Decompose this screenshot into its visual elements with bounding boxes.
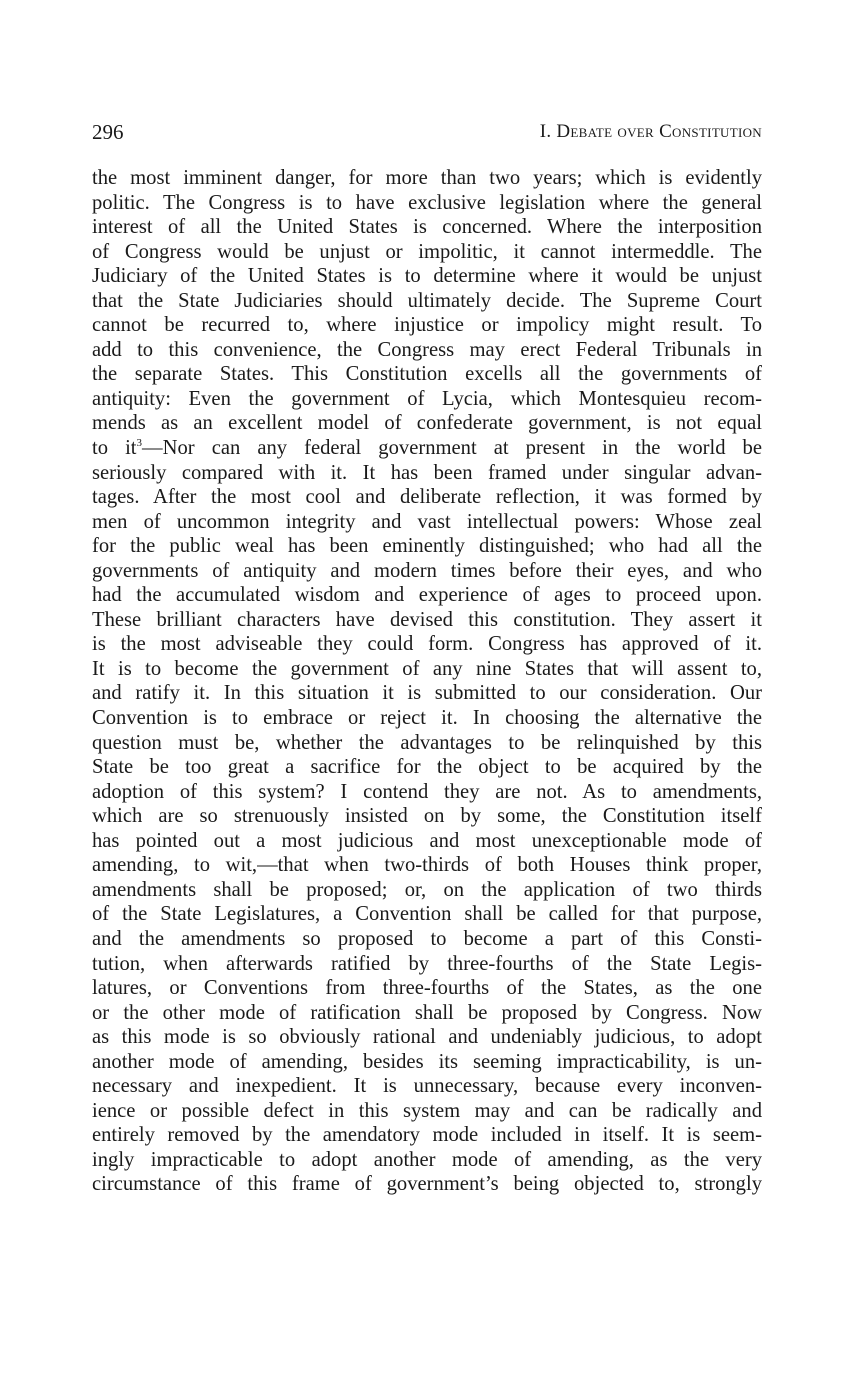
text-line: Judiciary of the United States is to determine where it would be unjust [92, 265, 762, 288]
text-line: and ratify it. In this situation it is submitted to our consideration. Our [92, 682, 762, 705]
text-line: ingly impracticable to adopt another mode of amending, as the very [92, 1148, 762, 1171]
text-line: amendments shall be proposed; or, on the application of two thirds [92, 878, 762, 901]
text-line: seriously compared with it. It has been framed under singular advan- [92, 461, 762, 484]
text-line: Convention is to embrace or reject it. In choosing the alternative the [92, 707, 762, 730]
text-line: entirely removed by the amendatory mode included in itself. It is seem- [92, 1124, 762, 1147]
text-line: for the public weal has been eminently distinguished; who had all the [92, 535, 762, 558]
page-number: 296 [92, 120, 124, 144]
text-line: or the other mode of ratification shall be proposed by Congress. Now [92, 1001, 762, 1024]
text-line: tution, when afterwards ratified by three-fourths of the State Legis- [92, 952, 762, 975]
text-line: is the most adviseable they could form. Congress has approved of it. [92, 633, 762, 656]
text-line: men of uncommon integrity and vast intellectual powers: Whose zeal [92, 510, 762, 533]
text-line: It is to become the government of any nine States that will assent to, [92, 657, 762, 680]
text-line: had the accumulated wisdom and experience of ages to proceed upon. [92, 584, 762, 607]
text-line: the most imminent danger, for more than two years; which is evidently [92, 167, 762, 189]
text-line: governments of antiquity and modern times before their eyes, and who [92, 559, 762, 582]
text-line: add to this convenience, the Congress may erect Federal Tribunals in [92, 338, 762, 361]
text-line: adoption of this system? I contend they are not. As to amendments, [92, 780, 762, 803]
text-line: State be too great a sacrifice for the object to be acquired by the [92, 756, 762, 779]
text-line: and the amendments so proposed to become a part of this Consti- [92, 927, 762, 950]
text-line: question must be, whether the advantages to be relinquished by this [92, 731, 762, 754]
text-line: tages. After the most cool and deliberate reflection, it was formed by [92, 486, 762, 509]
section-title: I. Debate over Constitution [539, 121, 762, 142]
body-text [92, 166, 762, 1197]
text-line: another mode of amending, besides its seeming impracticability, is un- [92, 1050, 762, 1073]
footnote-reference[interactable]: 3 [136, 437, 143, 450]
text-line: of the State Legislatures, a Convention shall be called for that purpose, [92, 903, 762, 926]
text-line: amending, to wit,—that when two-thirds of both Houses think proper, [92, 854, 762, 877]
text-line: These brilliant characters have devised this constitution. They assert it [92, 608, 762, 631]
text-line: the separate States. This Constitution excells all the governments of [92, 363, 762, 386]
text-line: cannot be recurred to, where injustice or impolicy might result. To [92, 314, 762, 337]
text-line: mends as an excellent model of confederate government, is not equal [92, 412, 762, 435]
running-header [92, 118, 762, 146]
text-line: antiquity: Even the government of Lycia, which Montesquieu recom- [92, 387, 762, 410]
text-line: politic. The Congress is to have exclusive legislation where the general [92, 191, 762, 214]
text-line-start: to it [92, 437, 137, 460]
text-line: which are so strenuously insisted on by some, the Constitution itself [92, 805, 762, 828]
text-line-with-footnote [92, 436, 762, 461]
text-line-continuation: —Nor can any federal government at present in the world be [142, 437, 762, 460]
text-line: as this mode is so obviously rational and undeniably judicious, to adopt [92, 1026, 762, 1049]
text-line: latures, or Conventions from three-fourths of the States, as the one [92, 977, 762, 1000]
text-line: has pointed out a most judicious and most unexceptionable mode of [92, 829, 762, 852]
text-line: necessary and inexpedient. It is unnecessary, because every inconven- [92, 1075, 762, 1098]
text-line: of Congress would be unjust or impolitic, it cannot intermeddle. The [92, 240, 762, 263]
text-line: interest of all the United States is concerned. Where the interposition [92, 216, 762, 239]
text-line: ience or possible defect in this system may and can be radically and [92, 1099, 762, 1122]
text-line: circumstance of this frame of government’s being objected to, strongly [92, 1173, 762, 1196]
text-line: that the State Judiciaries should ultimately decide. The Supreme Court [92, 289, 762, 312]
